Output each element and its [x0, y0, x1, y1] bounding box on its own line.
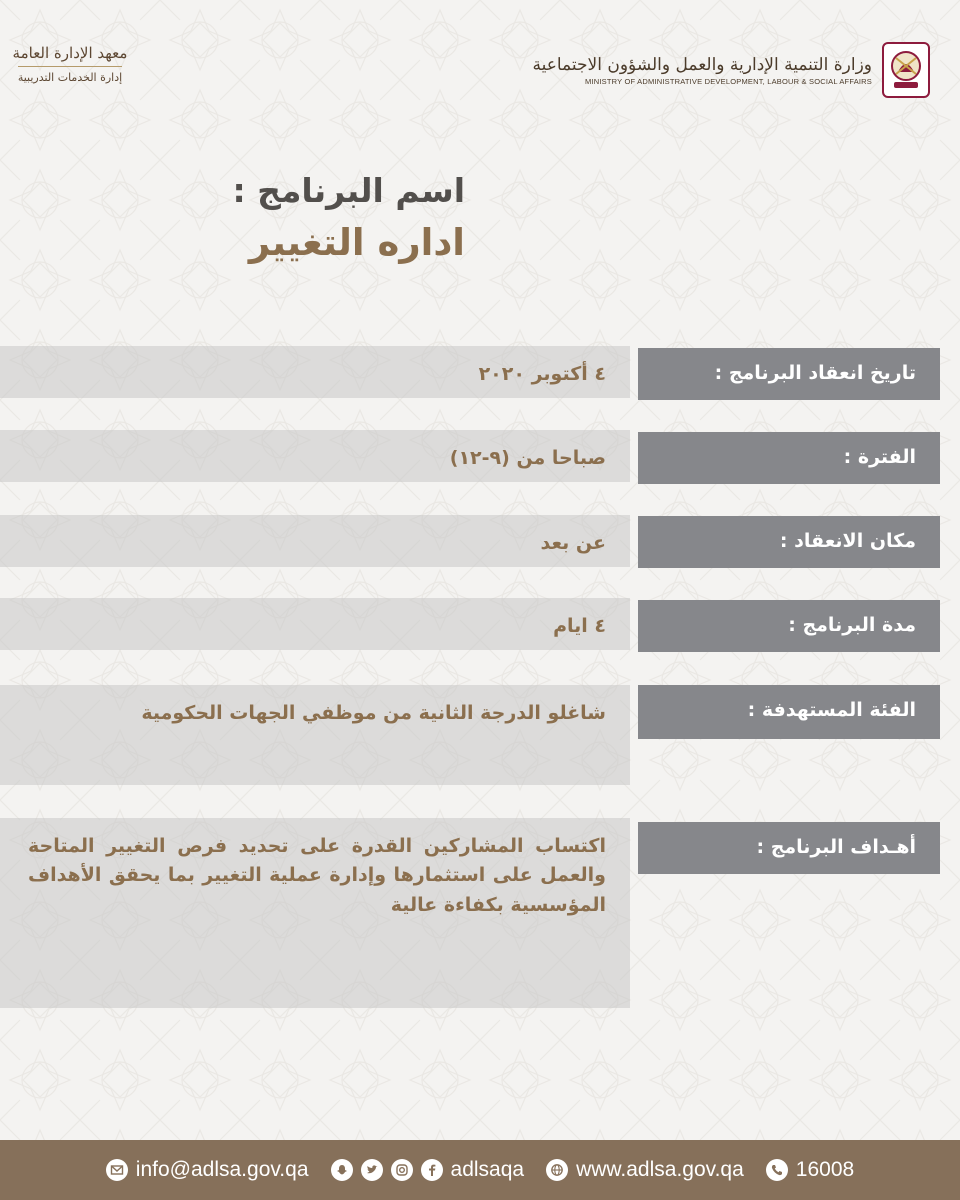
footer-website[interactable] [546, 1158, 744, 1182]
objectives-label: أهـداف البرنامج : [638, 822, 940, 874]
date-value: ٤ أكتوبر ٢٠٢٠ [0, 346, 630, 398]
date-label: تاريخ انعقاد البرنامج : [638, 348, 940, 400]
venue-value: عن بعد [0, 515, 630, 567]
institute-name: معهد الإدارة العامة [12, 44, 128, 62]
ministry-name [532, 55, 872, 86]
footer-phone[interactable] [766, 1158, 854, 1182]
footer-bar [0, 1140, 960, 1200]
email-text: info@adlsa.gov.qa [135, 1158, 309, 1181]
period-label: الفترة : [638, 432, 940, 484]
mail-icon [106, 1159, 128, 1181]
phone-icon [766, 1159, 788, 1181]
phone-number: 16008 [795, 1158, 855, 1181]
duration-value: ٤ ايام [0, 598, 630, 650]
duration-label: مدة البرنامج : [638, 600, 940, 652]
website-text: www.adlsa.gov.qa [576, 1158, 744, 1181]
objectives-value: اكتساب المشاركين القدرة على تحديد فرص التغيير المتاحة والعمل على استثمارها وإدارة عملية التغيير بما يحقق الأهداف المؤسسية بكفاءة عالية [0, 818, 630, 1008]
footer-email[interactable] [106, 1158, 309, 1182]
institute-department: إدارة الخدمات التدريبية [17, 71, 123, 84]
ministry-logo [532, 40, 930, 100]
instagram-icon [391, 1159, 413, 1181]
target-audience-label: الفئة المستهدفة : [638, 685, 940, 739]
venue-label: مكان الانعقاد : [638, 516, 940, 568]
twitter-icon [361, 1159, 383, 1181]
snapchat-icon [331, 1159, 353, 1181]
state-emblem-icon [882, 42, 930, 98]
target-audience-value: شاغلو الدرجة الثانية من موظفي الجهات الحكومية [0, 685, 630, 785]
program-name: اداره التغيير [248, 220, 465, 264]
ministry-name-en: MINISTRY OF ADMINISTRATIVE DEVELOPMENT, LABOUR & SOCIAL AFFAIRS [585, 76, 872, 86]
institute-logo [10, 44, 130, 84]
institute-divider [18, 66, 122, 67]
ministry-name-ar: وزارة التنمية الإدارية والعمل والشؤون الاجتماعية [532, 54, 872, 75]
social-handle: adlsaqa [450, 1158, 525, 1181]
program-title [232, 170, 465, 272]
program-name-label: اسم البرنامج : [232, 171, 465, 210]
footer-social[interactable] [331, 1158, 525, 1182]
period-value: صباحا من (٩-١٢) [0, 430, 630, 482]
facebook-icon [421, 1159, 443, 1181]
globe-icon [546, 1159, 568, 1181]
